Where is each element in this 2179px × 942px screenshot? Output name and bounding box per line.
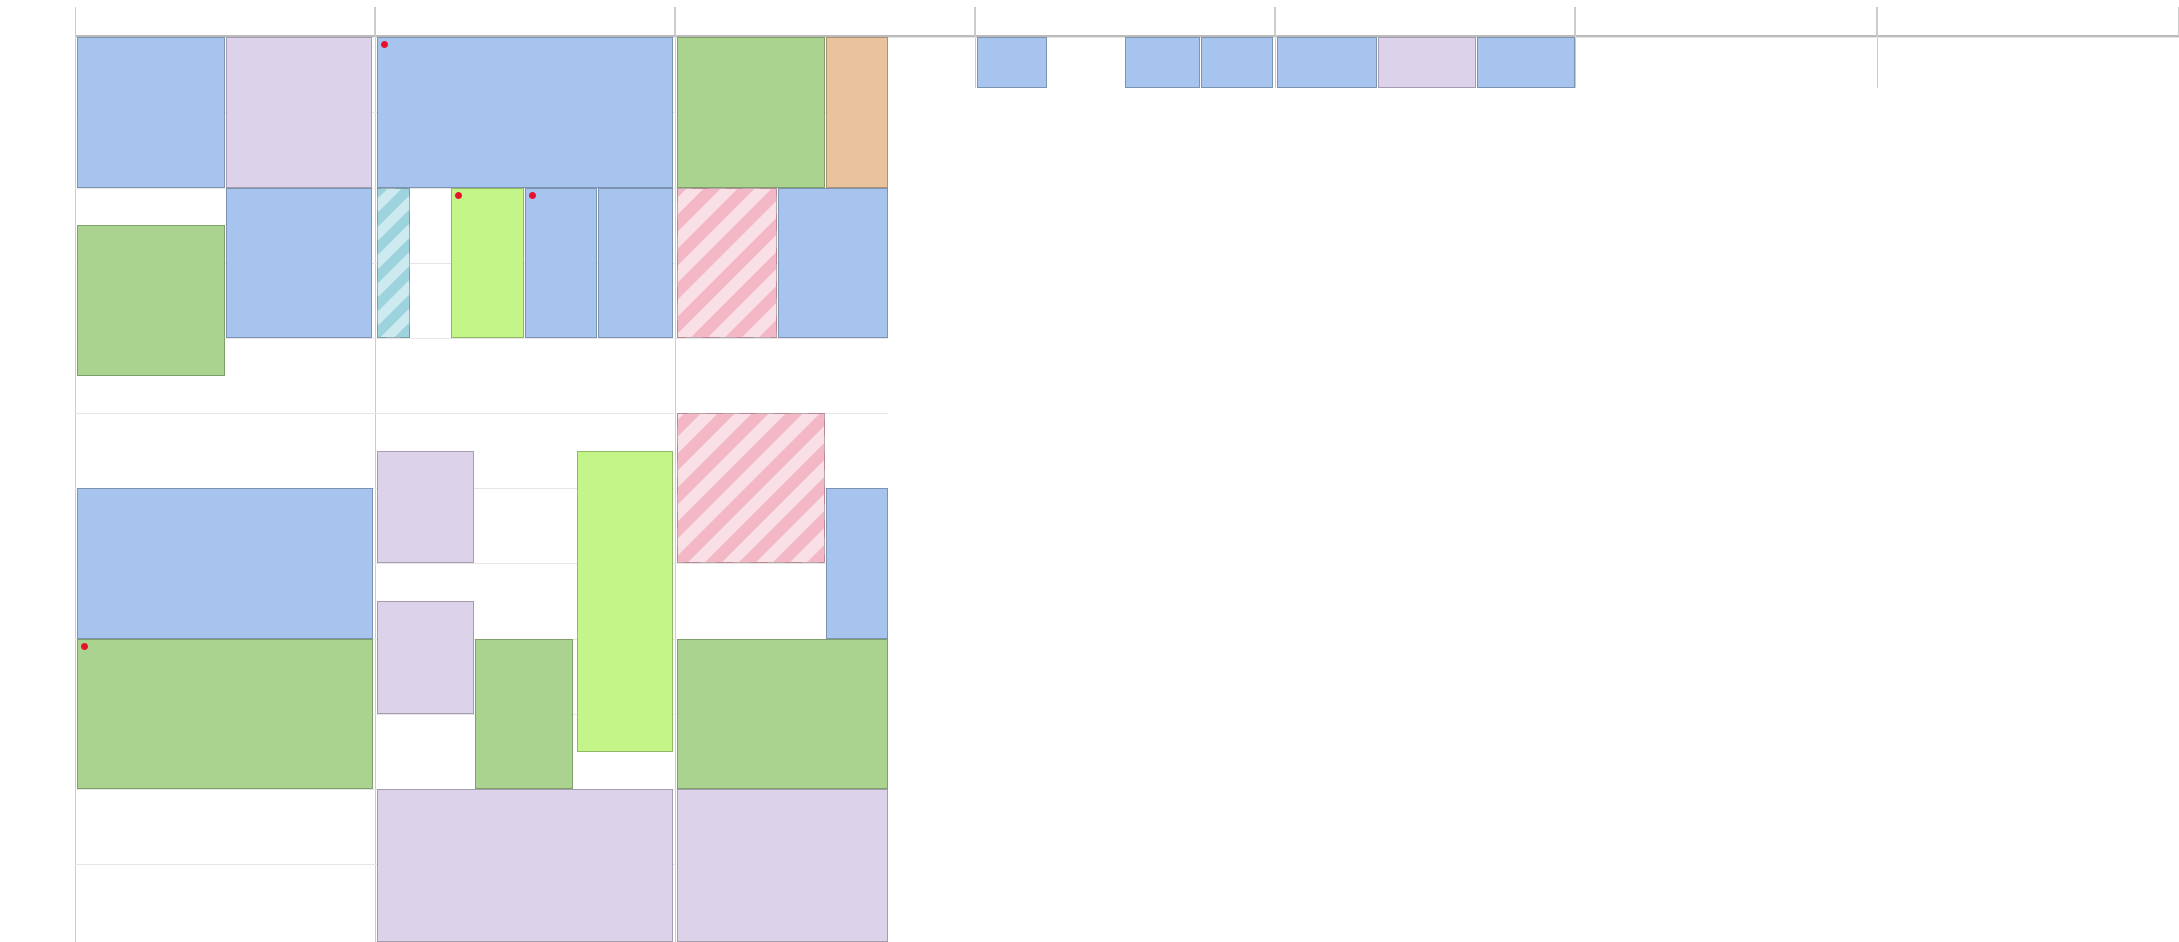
column-divider	[375, 7, 376, 942]
event-block[interactable]	[77, 225, 225, 376]
event-block[interactable]	[77, 37, 225, 188]
day-header-wednesday[interactable]	[675, 7, 975, 37]
day-header-sunday[interactable]	[1877, 7, 2179, 37]
event-block[interactable]	[577, 451, 673, 752]
event-block[interactable]	[677, 639, 888, 789]
column-divider	[75, 7, 76, 942]
event-block[interactable]	[677, 188, 777, 338]
day-header-tuesday[interactable]	[375, 7, 675, 37]
event-block[interactable]	[677, 789, 888, 942]
event-block[interactable]	[1125, 37, 1200, 88]
new-indicator	[455, 192, 462, 199]
event-block[interactable]	[1277, 37, 1377, 88]
event-block[interactable]	[77, 639, 373, 789]
event-block[interactable]	[1378, 37, 1476, 88]
event-block[interactable]	[1477, 37, 1575, 88]
day-header-friday[interactable]	[1275, 7, 1575, 37]
event-block[interactable]	[77, 488, 373, 639]
event-block[interactable]	[977, 37, 1047, 88]
event-block[interactable]	[826, 37, 888, 188]
day-header-monday[interactable]	[75, 7, 375, 37]
event-block[interactable]	[677, 413, 825, 563]
new-indicator	[529, 192, 536, 199]
event-block[interactable]	[677, 37, 825, 188]
event-block[interactable]	[377, 601, 474, 714]
event-block[interactable]	[826, 488, 888, 639]
column-divider	[675, 7, 676, 942]
event-block[interactable]	[377, 451, 474, 563]
event-block[interactable]	[226, 188, 372, 338]
day-header-saturday[interactable]	[1575, 7, 1877, 37]
event-block[interactable]	[525, 188, 597, 338]
new-indicator	[381, 41, 388, 48]
event-block[interactable]	[377, 789, 673, 942]
event-block[interactable]	[598, 188, 673, 338]
event-block[interactable]	[1201, 37, 1273, 88]
new-indicator	[81, 643, 88, 650]
day-header-thursday[interactable]	[975, 7, 1275, 37]
event-block[interactable]	[377, 188, 410, 338]
interface-legend	[888, 88, 2179, 942]
event-block[interactable]	[451, 188, 524, 338]
event-block[interactable]	[226, 37, 372, 188]
event-block[interactable]	[778, 188, 888, 338]
event-block[interactable]	[377, 37, 673, 188]
event-block[interactable]	[475, 639, 573, 789]
